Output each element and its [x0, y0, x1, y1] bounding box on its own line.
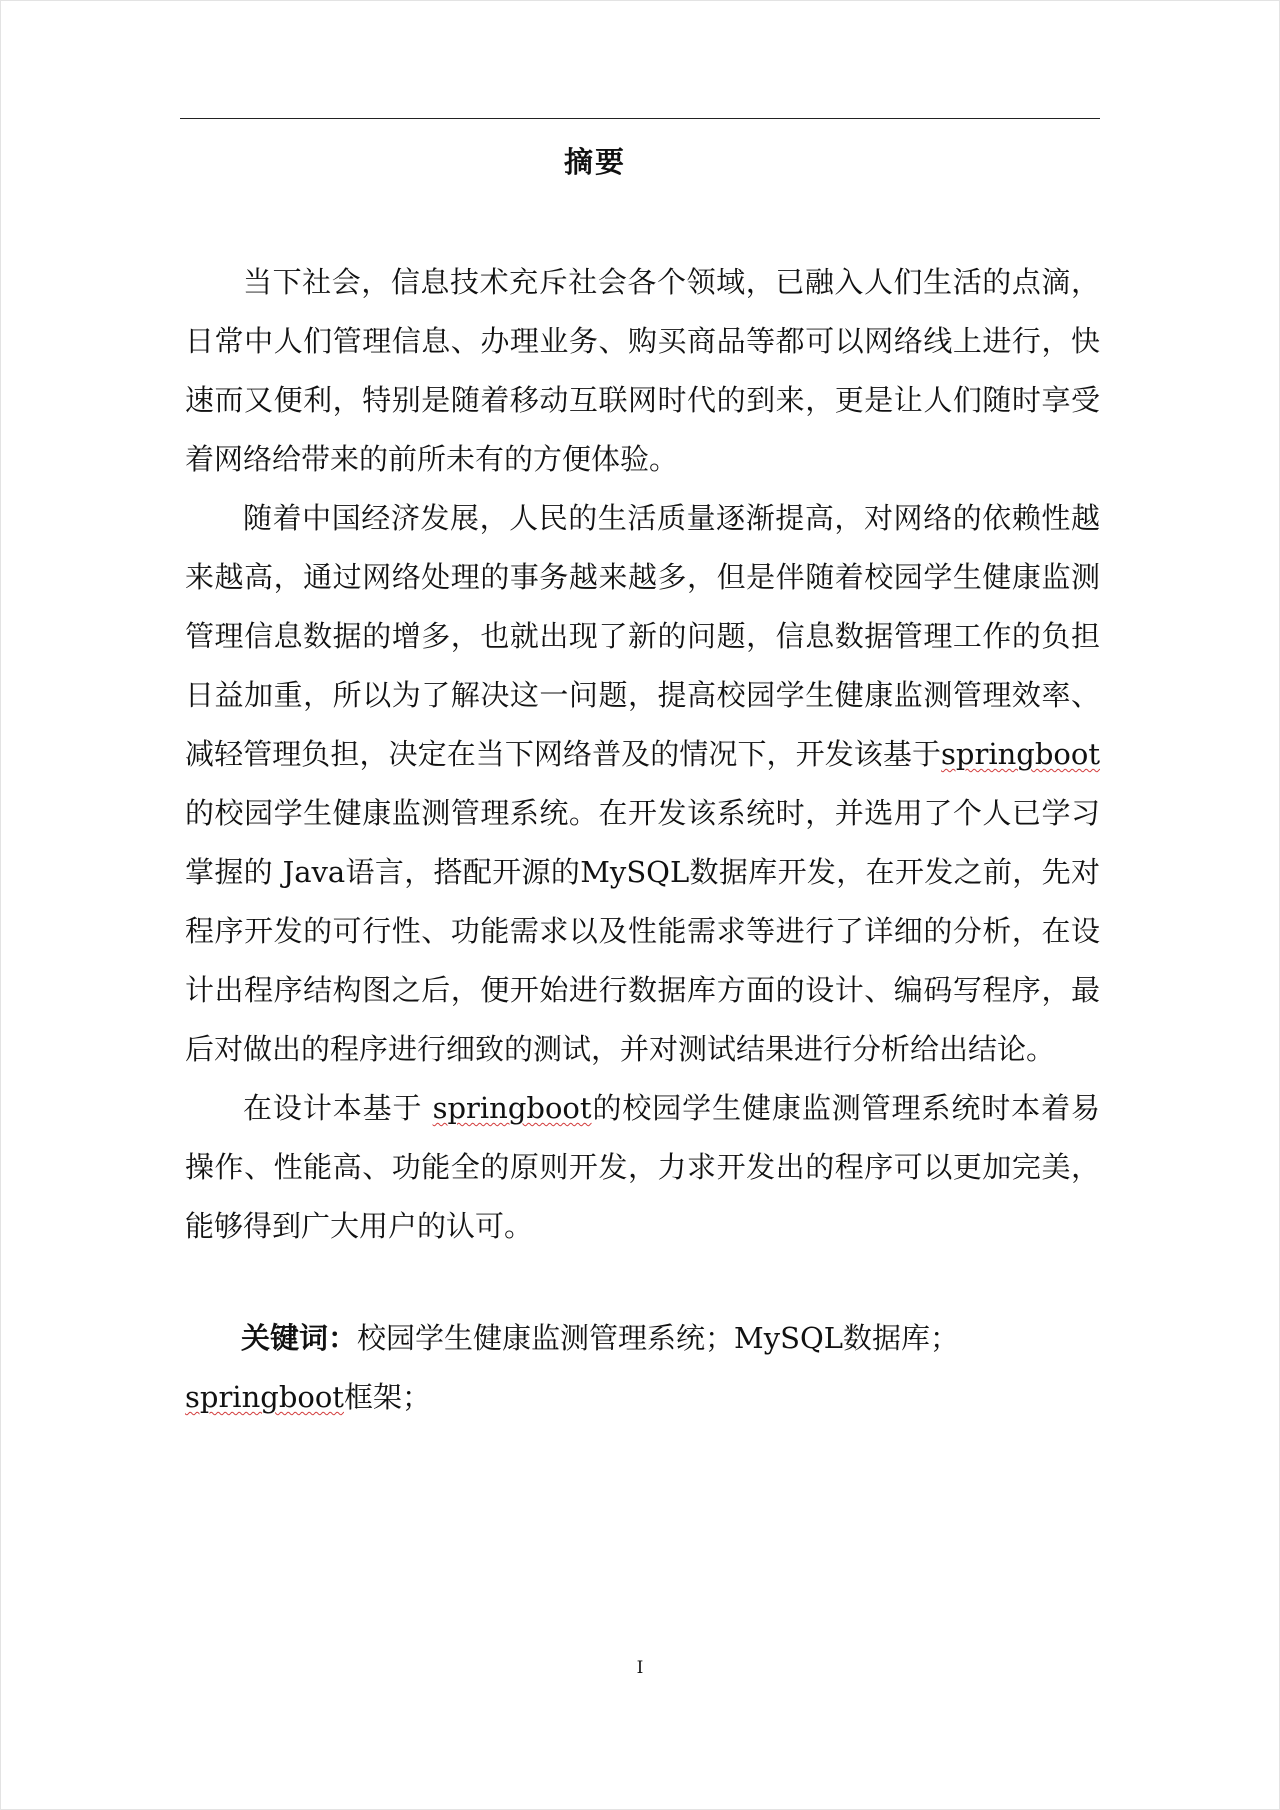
paragraph-2-text-after: 的校园学生健康监测管理系统。在开发该系统时，并选用了个人已学习掌握的 Java语言，搭配开源的MySQL数据库开发，在开发之前，先对程序开发的可行性、功能需求以及性能需求等进行了详细的分析，在设计出程序结构图之后，便开始进行数据库方面的设计、编码写程序，最后对做出的程序进行细致的测试，并对测试结果进行分析给出结论。 — [185, 796, 1100, 1066]
keywords-line — [185, 1309, 1110, 1427]
paragraph-3-text-after: 的校园学生健康监测管理系统时本着易操作、性能高、功能全的原则开发，力求开发出的程序可以更加完美，能够得到广大用户的认可。 — [185, 1091, 1100, 1243]
paragraph-1 — [185, 253, 1100, 489]
paragraph-1-text: 当下社会，信息技术充斥社会各个领域，已融入人们生活的点滴，日常中人们管理信息、办理业务、购买商品等都可以网络线上进行，快速而又便利，特别是随着移动互联网时代的到来，更是让人们随时享受着网络给带来的前所未有的方便体验。 — [185, 265, 1100, 476]
paragraph-2 — [185, 489, 1100, 1079]
paragraph-2-text-before: 随着中国经济发展，人民的生活质量逐渐提高，对网络的依赖性越来越高，通过网络处理的事务越来越多，但是伴随着校园学生健康监测管理信息数据的增多，也就出现了新的问题，信息数据管理工作的负担日益加重，所以为了解决这一问题，提高校园学生健康监测管理效率、减轻管理负担，决定在当下网络普及的情况下，开发该基于 — [185, 501, 1100, 771]
spellcheck-marked-word: springboot — [941, 737, 1100, 771]
spellcheck-marked-word: springboot — [185, 1380, 344, 1414]
paragraph-3-text-before: 在设计本基于 — [243, 1091, 433, 1125]
paragraph-3 — [185, 1079, 1100, 1256]
page-title: 摘要 — [563, 145, 626, 179]
header-rule — [180, 118, 1100, 119]
abstract-body — [185, 253, 1100, 1256]
page-number: I — [636, 1658, 644, 1678]
spellcheck-marked-word: springboot — [432, 1091, 592, 1125]
keywords-label: 关键词： — [241, 1321, 358, 1355]
keywords-text-after: 框架； — [343, 1380, 431, 1414]
keywords-text-before: 校园学生健康监测管理系统；MySQL数据库； — [357, 1321, 959, 1355]
